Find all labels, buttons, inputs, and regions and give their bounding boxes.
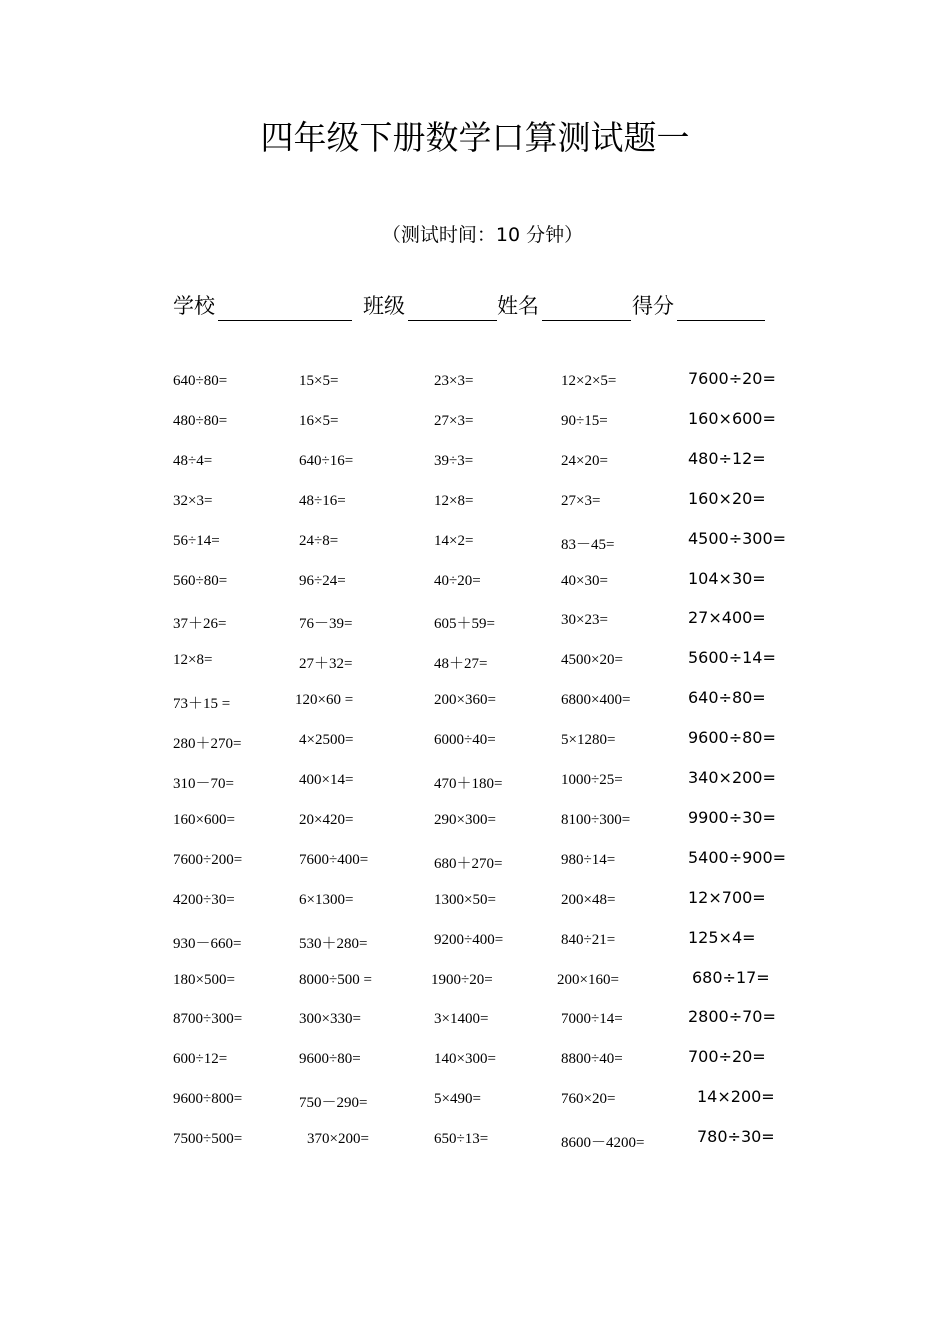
problem-c5-r14: 12×700= (688, 887, 766, 907)
problem-c1-r16: 180×500= (173, 971, 235, 988)
problem-c5-r3: 480÷12= (688, 448, 766, 468)
problem-c4-r2: 90÷15= (561, 412, 608, 429)
problem-c5-r20: 780÷30= (697, 1127, 775, 1147)
problem-c4-r11: 1000÷25= (561, 772, 623, 788)
problem-c2-r4: 48÷16= (299, 492, 346, 509)
problem-c1-r20: 7500÷500= (173, 1131, 243, 1148)
score-label: 得分 (632, 294, 674, 318)
problem-c4-r17: 7000÷14= (561, 1011, 623, 1028)
problem-c5-r2: 160×600= (688, 408, 776, 428)
school-label: 学校 (173, 294, 215, 318)
problem-c4-r13: 980÷14= (561, 851, 616, 868)
problem-c4-r5: 83－45= (561, 536, 615, 553)
problem-c1-r5: 56÷14= (173, 532, 220, 549)
problem-c1-r14: 4200÷30= (173, 891, 235, 908)
problem-c3-r1: 23×3= (434, 373, 474, 389)
name-blank[interactable] (542, 320, 631, 321)
problem-c5-r10: 9600÷80= (688, 728, 776, 748)
problem-c1-r2: 480÷80= (173, 412, 228, 429)
problem-c1-r1: 640÷80= (173, 373, 228, 389)
problem-c4-r18: 8800÷40= (561, 1051, 623, 1068)
problem-c3-r11: 470＋180= (434, 776, 503, 792)
class-label: 班级 (363, 294, 405, 318)
problem-c1-r15: 930－660= (173, 935, 242, 952)
problem-c2-r20: 370×200= (307, 1131, 369, 1148)
problem-c5-r15: 125×4= (688, 927, 756, 947)
problem-c1-r18: 600÷12= (173, 1051, 228, 1068)
problem-c4-r9: 6800×400= (561, 692, 631, 709)
problem-c3-r14: 1300×50= (434, 891, 496, 908)
problem-c5-r6: 104×30= (688, 568, 766, 588)
problem-c5-r16: 680÷17= (692, 967, 770, 987)
problem-c4-r1: 12×2×5= (561, 373, 617, 389)
problem-c3-r16: 1900÷20= (431, 971, 493, 988)
problem-c2-r12: 20×420= (299, 811, 354, 828)
problem-c3-r8: 48＋27= (434, 656, 488, 673)
problem-c2-r18: 9600÷80= (299, 1051, 361, 1068)
problem-c3-r4: 12×8= (434, 492, 474, 509)
problem-c4-r14: 200×48= (561, 891, 616, 908)
problem-c3-r9: 200×360= (434, 692, 496, 709)
problem-c2-r8: 27＋32= (299, 656, 353, 673)
page-title: 四年级下册数学口算测试题一 (260, 118, 690, 157)
problem-c5-r9: 640÷80= (688, 688, 766, 708)
problem-c4-r7: 30×23= (561, 612, 608, 629)
problem-c3-r5: 14×2= (434, 532, 474, 549)
problem-c5-r4: 160×20= (688, 488, 766, 508)
problem-c5-r11: 340×200= (688, 768, 776, 787)
problem-c1-r3: 48÷4= (173, 452, 213, 469)
problem-c5-r12: 9900÷30= (688, 807, 776, 827)
problem-c5-r13: 5400÷900= (688, 847, 787, 867)
problem-c4-r4: 27×3= (561, 492, 601, 509)
problem-c2-r2: 16×5= (299, 412, 339, 429)
problem-c1-r13: 7600÷200= (173, 851, 243, 868)
problem-c4-r8: 4500×20= (561, 652, 623, 669)
problem-c4-r10: 5×1280= (561, 732, 616, 749)
problem-c2-r17: 300×330= (299, 1011, 361, 1028)
problem-c4-r20: 8600－4200= (561, 1135, 645, 1152)
problem-c3-r12: 290×300= (434, 811, 496, 828)
problem-c2-r19: 750－290= (299, 1095, 368, 1112)
problem-c1-r8: 12×8= (173, 652, 213, 669)
problem-c2-r3: 640÷16= (299, 452, 354, 469)
problem-c2-r11: 400×14= (299, 772, 354, 788)
class-blank[interactable] (408, 320, 497, 321)
score-blank[interactable] (677, 320, 765, 321)
student-info-row (0, 290, 950, 324)
problem-c2-r6: 96÷24= (299, 572, 346, 589)
problem-c5-r7: 27×400= (688, 608, 766, 628)
problem-c3-r15: 9200÷400= (434, 931, 504, 948)
problem-c1-r4: 32×3= (173, 492, 213, 509)
problem-c3-r19: 5×490= (434, 1091, 481, 1108)
school-blank[interactable] (218, 320, 352, 321)
problem-c1-r10: 280＋270= (173, 736, 242, 753)
problem-c5-r18: 700÷20= (688, 1047, 766, 1067)
problem-c5-r1: 7600÷20= (688, 369, 776, 388)
problem-c4-r15: 840÷21= (561, 931, 616, 948)
problem-c1-r9: 73＋15 = (173, 696, 231, 713)
problem-c4-r12: 8100÷300= (561, 811, 631, 828)
problem-c3-r20: 650÷13= (434, 1131, 489, 1148)
problem-c3-r17: 3×1400= (434, 1011, 489, 1028)
problem-c1-r12: 160×600= (173, 811, 235, 828)
problem-c3-r7: 605＋59= (434, 616, 495, 633)
problem-c5-r17: 2800÷70= (688, 1007, 776, 1027)
problem-c4-r6: 40×30= (561, 572, 608, 589)
problem-c2-r7: 76－39= (299, 616, 353, 633)
problem-c1-r19: 9600÷800= (173, 1091, 243, 1108)
problem-c1-r17: 8700÷300= (173, 1011, 243, 1028)
problem-c2-r13: 7600÷400= (299, 851, 369, 868)
problem-c5-r8: 5600÷14= (688, 648, 776, 668)
problem-c1-r6: 560÷80= (173, 572, 228, 589)
problem-c3-r18: 140×300= (434, 1051, 496, 1068)
problem-c1-r11: 310－70= (173, 776, 234, 792)
problem-c3-r6: 40÷20= (434, 572, 481, 589)
problem-c1-r7: 37＋26= (173, 616, 227, 633)
problem-c4-r16: 200×160= (557, 971, 619, 988)
name-label: 姓名 (497, 294, 539, 318)
problem-c4-r3: 24×20= (561, 452, 608, 469)
problem-c3-r2: 27×3= (434, 412, 474, 429)
problem-c3-r3: 39÷3= (434, 452, 474, 469)
problem-c3-r10: 6000÷40= (434, 732, 496, 749)
problem-c2-r16: 8000÷500 = (299, 971, 372, 988)
test-time-note: （测试时间：10 分钟） (381, 224, 584, 246)
problem-c2-r1: 15×5= (299, 373, 339, 389)
problem-c5-r5: 4500÷300= (688, 528, 787, 548)
problem-c2-r14: 6×1300= (299, 891, 354, 908)
problem-c2-r10: 4×2500= (299, 732, 354, 749)
problem-c5-r19: 14×200= (697, 1087, 775, 1107)
problem-c2-r5: 24÷8= (299, 532, 339, 549)
problem-c2-r15: 530＋280= (299, 935, 368, 952)
problem-c2-r9: 120×60 = (295, 692, 354, 709)
problem-c4-r19: 760×20= (561, 1091, 616, 1108)
problem-c3-r13: 680＋270= (434, 855, 503, 872)
